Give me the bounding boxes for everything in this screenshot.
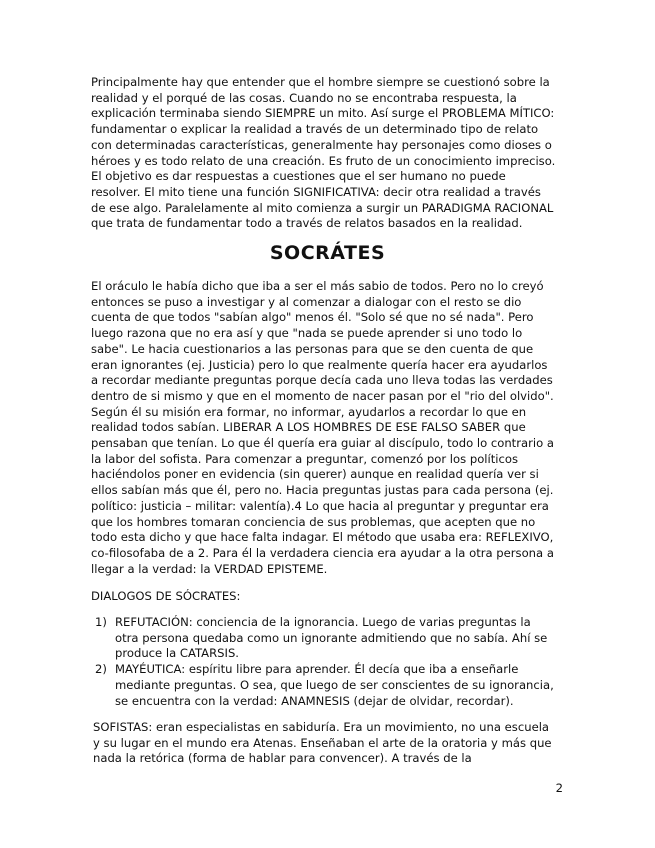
text-line: se encuentra con la verdad: ANAMNESIS (dejar de olvidar, recordar).	[115, 693, 514, 708]
text-line: entonces se puso a investigar y al comenzar a dialogar con el resto se dio	[91, 294, 522, 309]
text-line: a recordar mediante preguntas porque decía cada uno lleva todas las verdades	[91, 373, 553, 388]
text-line: llegar a la verdad: la VERDAD EPISTEME.	[91, 561, 328, 576]
text-line: que los hombres tomaran conciencia de sus problemas, que acepten que no	[91, 514, 536, 529]
dialogs-list	[95, 615, 567, 709]
text-line: nada la retórica (forma de hablar para convencer). A través de la	[93, 751, 472, 766]
text-line: de ese algo. Paralelamente al mito comienza a surgir un PARADIGMA RACIONAL	[91, 200, 554, 215]
text-line: pensaban que tenían. Lo que él quería era guiar al discípulo, todo lo contrario a	[91, 436, 554, 451]
text-line: otra persona quedaba como un ignorante admitiendo que no sabía. Ahí se	[115, 630, 548, 645]
list-number: 1)	[95, 615, 107, 629]
intro-paragraph	[91, 75, 567, 232]
text-line: realidad todos sabían. LIBERAR A LOS HOMBRES DE ESE FALSO SABER que	[91, 420, 526, 435]
section-title: SOCRÁTES	[269, 242, 386, 264]
text-line: SOFISTAS: eran especialistas en sabiduría. Era un movimiento, no una escuela	[93, 720, 550, 734]
text-line: realidad y el porqué de las cosas. Cuando no se encontraba respuesta, la	[91, 90, 517, 105]
text-line: haciéndolos poner en evidencia (sin querer) aunque en realidad quería ver si	[91, 467, 539, 482]
list-item	[95, 615, 567, 662]
text-line: El objetivo es dar respuestas a cuestiones que el ser humano no puede	[91, 169, 506, 184]
text-line: Principalmente hay que entender que el hombre siempre se cuestionó sobre la	[91, 75, 550, 89]
sofistas-paragraph	[93, 720, 569, 767]
list-item	[95, 662, 567, 709]
text-line: luego razona que no era así y que "nada se puede aprender si uno todo lo	[91, 326, 523, 341]
text-line: héroes y es todo relato de una creación. Es fruto de un conocimiento impreciso.	[91, 153, 556, 168]
text-line: político: justicia – militar: valentía).4 Lo que hacia al preguntar y preguntar era	[91, 498, 549, 513]
text-line: El oráculo le había dicho que iba a ser el más sabio de todos. Pero no lo creyó	[91, 279, 544, 293]
text-line: co-filosofaba de a 2. Para él la verdadera ciencia era ayudar a la otra persona a	[91, 545, 554, 560]
text-line: y su lugar en el mundo era Atenas. Enseñaban el arte de la oratoria y más que	[93, 735, 552, 750]
text-line: resolver. El mito tiene una función SIGNIFICATIVA: decir otra realidad a través	[91, 184, 541, 199]
text-line: ellos sabían más que él, pero no. Hacia preguntas justas para cada persona (ej.	[91, 483, 554, 498]
list-number: 2)	[95, 662, 107, 677]
text-line: MAYÉUTICA: espíritu libre para aprender. Él decía que iba a enseñarle	[115, 662, 519, 677]
text-line: fundamentar o explicar la realidad a través de un determinado tipo de relato	[91, 122, 539, 137]
text-line: dentro de si mismo y que en el momento de nacer pasan por el "rio del olvido".	[91, 388, 554, 403]
text-line: mediante preguntas. O sea, que luego de ser conscientes de su ignorancia,	[115, 677, 554, 692]
page-number: 2	[555, 781, 563, 795]
text-line: Según él su misión era formar, no informar, ayudarlos a recordar lo que en	[91, 404, 527, 419]
text-line: cuenta de que todos "sabían algo" menos él. "Solo sé que no sé nada". Pero	[91, 310, 534, 325]
text-line: que trata de fundamentar todo a través de relatos basados en la realidad.	[91, 216, 523, 231]
text-line: sabe". Le hacia cuestionarios a las personas para que se den cuenta de que	[91, 341, 534, 356]
text-line: produce la CATARSIS.	[115, 646, 239, 661]
text-line: con determinadas características, generalmente hay personajes como dioses o	[91, 137, 552, 152]
text-line: DIALOGOS DE SÓCRATES:	[91, 589, 241, 603]
text-line: REFUTACIÓN: conciencia de la ignorancia. Luego de varias preguntas la	[115, 615, 531, 629]
text-line: la labor del sofista. Para comenzar a preguntar, comenzó por los políticos	[91, 451, 519, 466]
socrates-paragraph	[91, 279, 567, 577]
text-line: todo esta dicho y que hace falta indagar. El método que usaba era: REFLEXIVO,	[91, 530, 554, 545]
dialogs-heading	[91, 589, 567, 605]
text-line: eran ignorantes (ej. Justicia) pero lo que realmente quería hacer era ayudarlos	[91, 357, 548, 372]
text-line: explicación terminaba siendo SIEMPRE un mito. Así surge el PROBLEMA MÍTICO:	[91, 106, 555, 121]
